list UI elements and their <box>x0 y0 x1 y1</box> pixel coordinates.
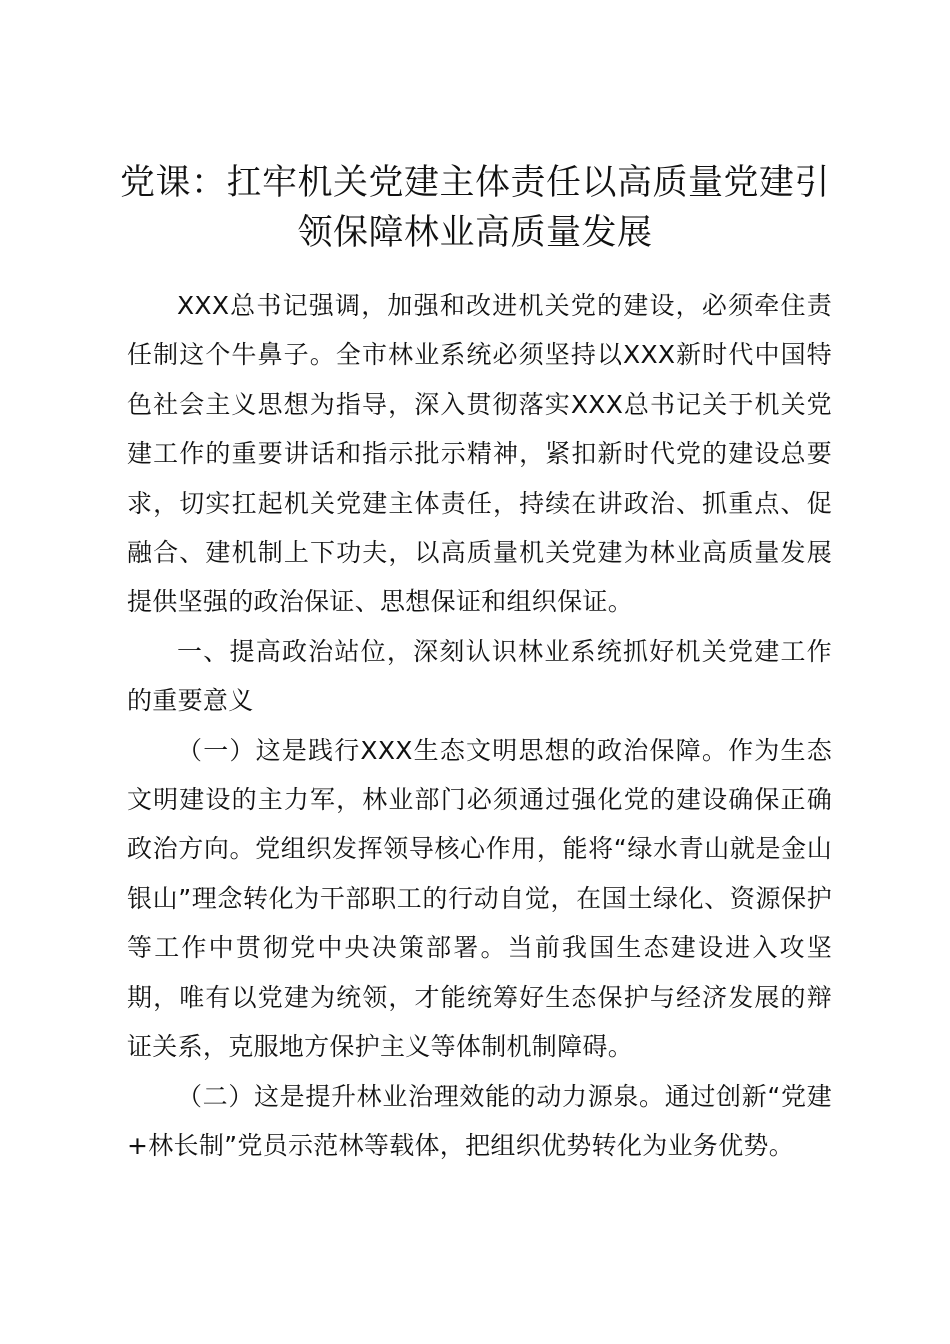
document-body <box>127 281 832 1170</box>
subsection-paragraph-2: （二）这是提升林业治理效能的动力源泉。通过创新“党建+林长制”党员示范林等载体，把组织优势转化为业务优势。 <box>127 1081 832 1160</box>
section-heading-1: 一、提高政治站位，深刻认识林业系统抓好机关党建工作的重要意义 <box>127 636 832 716</box>
document-title: 党课：扛牢机关党建主体责任以高质量党建引领保障林业高质量发展 <box>119 163 830 253</box>
intro-paragraph: XXX总书记强调，加强和改进机关党的建设，必须牵住责任制这个牛鼻子。全市林业系统必须坚持以XXX新时代中国特色社会主义思想为指导，深入贯彻落实XXX总书记关于机关党建工作的重要讲话和指示批示精神，紧扣新时代党的建设总要求，切实扛起机关党建主体责任，持续在讲政治、抓重点、促融合、建机制上下功夫，以高质量机关党建为林业高质量发展提供坚强的政治保证、思想保证和组织保证。 <box>127 291 832 617</box>
subsection-paragraph-1: （一）这是践行XXX生态文明思想的政治保障。作为生态文明建设的主力军，林业部门必须通过强化党的建设确保正确政治方向。党组织发挥领导核心作用，能将“绿水青山就是金山银山”理念转化为干部职工的行动自觉，在国土绿化、资源保护等工作中贯彻党中央决策部署。当前我国生态建设进入攻坚期，唯有以党建为统领，才能统筹好生态保护与经济发展的辩证关系，克服地方保护主义等体制机制障碍。 <box>127 735 832 1062</box>
